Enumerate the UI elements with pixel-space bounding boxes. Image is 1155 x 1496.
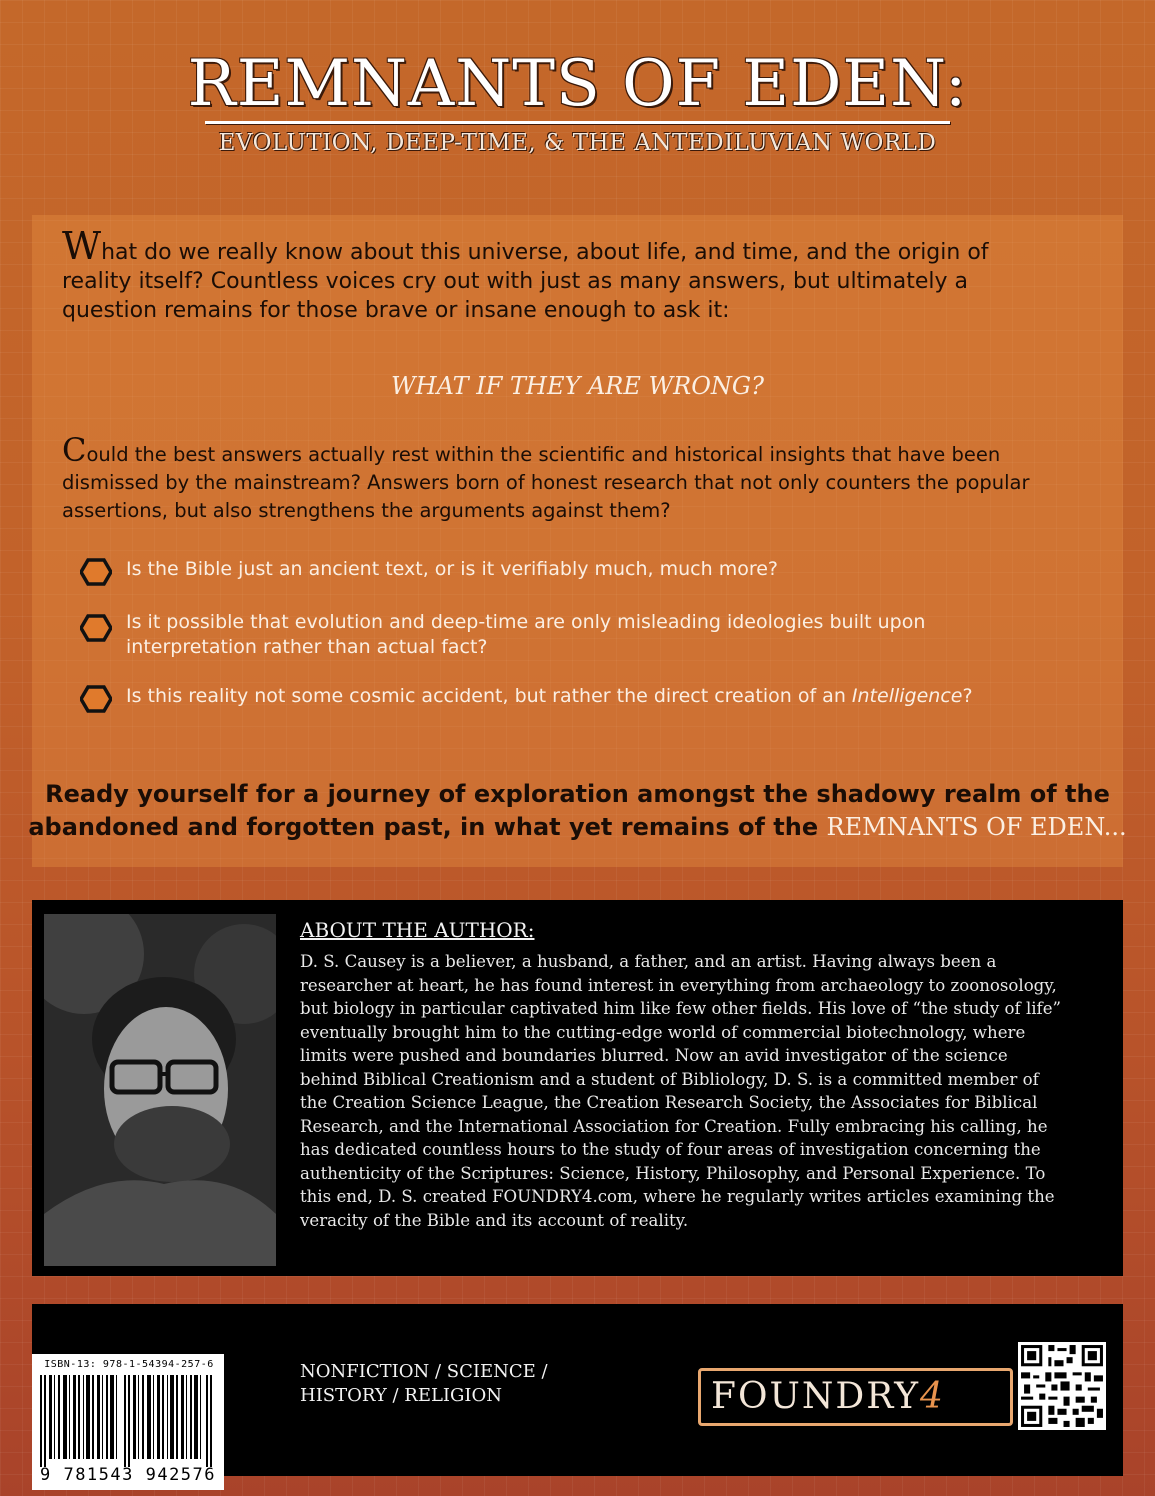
bullet-3-emphasis: Intelligence (851, 685, 963, 707)
bullet-item (80, 684, 1080, 713)
intro-line-1: hat do we really know about this universe, about life, and time, and the origin of (101, 240, 989, 265)
isbn-label: ISBN-13: 978-1-54394-257-6 (44, 1359, 214, 1370)
closing-title: REMNANTS OF EDEN... (826, 813, 1127, 841)
qr-code-icon (1018, 1342, 1106, 1430)
bio-line: has dedicated countless hours to the study of four areas of investigation concerning the (300, 1140, 1041, 1159)
second-line-2: dismissed by the mainstream? Answers born of honest research that not only counters the popular (62, 471, 1030, 494)
second-dropcap: C (62, 431, 87, 469)
bio-line: veracity of the Bible and its account of reality. (300, 1210, 689, 1230)
pull-quote: WHAT IF THEY ARE WRONG? (391, 372, 764, 400)
author-bio (300, 950, 1100, 1232)
bio-line: behind Biblical Creationism and a student of Bibliology, D. S. is a committed member of (300, 1069, 1039, 1089)
book-category (300, 1360, 548, 1408)
intro-line-2: reality itself? Countless voices cry out with just as many answers, but ultimately a (62, 269, 968, 294)
bio-line: but biology in particular captivated him like few other fields. His love of “the study of life” (300, 999, 1062, 1018)
bio-line: limits were pushed and boundaries blurred. Now an avid investigator of the science (300, 1046, 1008, 1065)
intro-line-3: question remains for those brave or insane enough to ask it: (62, 298, 730, 323)
bio-line: eventually brought him to the cutting-edge world of commercial biotechnology, where (300, 1022, 1026, 1042)
hexagon-bullet-icon (80, 558, 112, 586)
publisher-logo (698, 1368, 1013, 1426)
second-line-1: ould the best answers actually rest within the scientific and historical insights that have been (86, 443, 1001, 466)
hexagon-bullet-icon (80, 614, 112, 642)
closing-statement (0, 778, 1155, 844)
closing-line-2: abandoned and forgotten past, in what yet remains of the (28, 813, 827, 841)
logo-digit: 4 (919, 1376, 945, 1417)
bullet-1-line-1: Is the Bible just an ancient text, or is it verifiably much, much more? (126, 558, 779, 580)
bullet-2-line-2: interpretation rather than actual fact? (126, 636, 488, 658)
intro-dropcap: W (62, 224, 102, 268)
about-heading: ABOUT THE AUTHOR: (300, 918, 535, 942)
hexagon-bullet-icon (80, 685, 112, 713)
bio-line: this end, D. S. created FOUNDRY4.com, where he regularly writes articles examining the (300, 1187, 1055, 1206)
bullet-3-end: ? (962, 685, 973, 707)
bio-line: authenticity of the Scriptures: Science, History, Philosophy, and Personal Experience. To (300, 1163, 1046, 1183)
bio-line: D. S. Causey is a believer, a husband, a father, and an artist. Having always been a (300, 952, 997, 971)
intro-paragraph (62, 224, 1102, 325)
bullet-2-line-1: Is it possible that evolution and deep-time are only misleading ideologies built upon (126, 611, 926, 633)
author-photo (44, 914, 276, 1266)
author-portrait-image (44, 914, 276, 1266)
bio-line: Research, and the International Association for Creation. Fully embracing his calling, he (300, 1116, 1048, 1136)
logo-text: FOUNDRY (711, 1376, 920, 1417)
second-paragraph (62, 431, 1102, 525)
second-line-3: assertions, but also strengthens the arguments against them? (62, 499, 671, 522)
isbn-number: 9 781543 942576 (39, 1465, 217, 1485)
bullet-item (80, 610, 1080, 660)
book-subtitle: EVOLUTION, DEEP-TIME, & THE ANTEDILUVIAN WORLD (218, 130, 937, 156)
bullet-3-text: Is this reality not some cosmic accident, but rather the direct creation of an (126, 685, 852, 707)
bio-line: researcher at heart, he has found interest in everything from archaeology to zoonosology, (300, 975, 1057, 995)
book-title: REMNANTS OF EDEN: (187, 47, 968, 121)
bullet-item (80, 557, 1080, 586)
barcode-icon (40, 1375, 218, 1467)
title-underline (205, 121, 950, 124)
bio-line: the Creation Science League, the Creation Research Society, the Associates for Biblical (300, 1093, 1038, 1112)
category-line-2: HISTORY / RELIGION (300, 1385, 503, 1406)
closing-line-1: Ready yourself for a journey of exploration amongst the shadowy realm of the (45, 780, 1110, 808)
category-line-1: NONFICTION / SCIENCE / (300, 1361, 548, 1382)
